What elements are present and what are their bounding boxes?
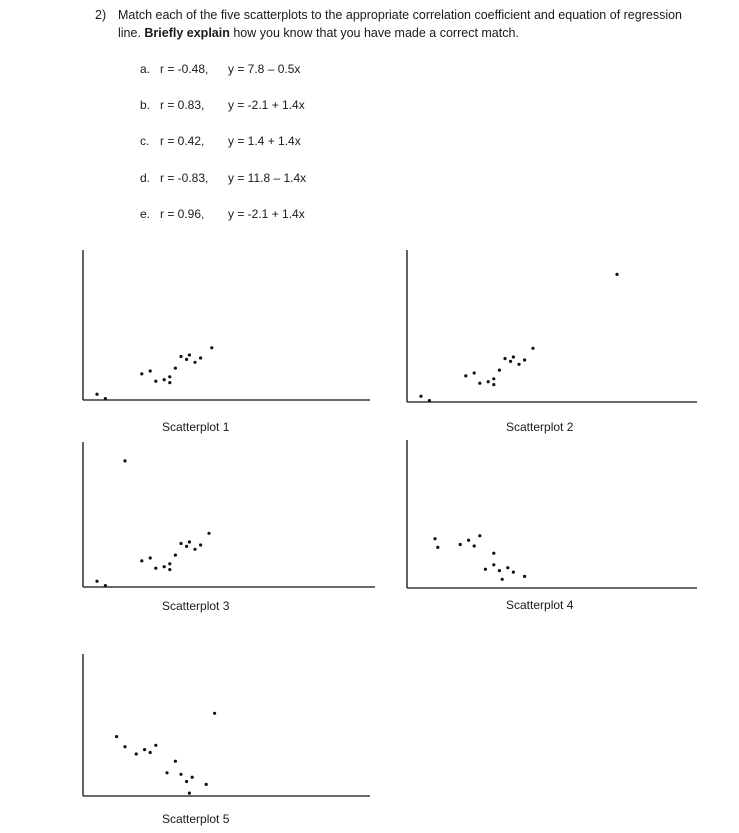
data-point	[523, 575, 526, 578]
data-point	[185, 358, 188, 361]
scatterplot-1-chart	[80, 250, 370, 405]
data-point	[185, 780, 188, 783]
data-point	[193, 361, 196, 364]
scatterplot-1	[80, 250, 370, 440]
data-point	[509, 360, 512, 363]
option-equation: y = 1.4 + 1.4x	[228, 134, 301, 148]
scatterplot-2	[404, 250, 704, 440]
data-point	[188, 353, 191, 356]
data-point	[199, 543, 202, 546]
data-point	[433, 537, 436, 540]
data-point	[473, 371, 476, 374]
data-point	[168, 375, 171, 378]
data-points	[419, 273, 618, 402]
option-correlation: r = 0.42,	[160, 134, 205, 148]
data-point	[188, 540, 191, 543]
scatterplot-3-chart	[80, 440, 380, 590]
data-point	[140, 559, 143, 562]
data-point	[104, 397, 107, 400]
data-point	[154, 744, 157, 747]
data-point	[428, 399, 431, 402]
data-point	[615, 273, 618, 276]
data-point	[179, 355, 182, 358]
data-point	[168, 568, 171, 571]
data-point	[123, 745, 126, 748]
option-letter: a.	[140, 62, 151, 76]
data-point	[501, 578, 504, 581]
question-text-end: how you know that you have made a correct match.	[229, 26, 519, 40]
option-equation: y = -2.1 + 1.4x	[228, 207, 305, 221]
data-point	[149, 556, 152, 559]
data-point	[210, 346, 213, 349]
option-correlation: r = -0.48,	[160, 62, 209, 76]
data-point	[154, 567, 157, 570]
data-point	[498, 569, 501, 572]
option-letter: d.	[140, 171, 151, 185]
data-point	[478, 382, 481, 385]
data-point	[517, 363, 520, 366]
data-points	[115, 712, 216, 795]
data-point	[464, 374, 467, 377]
data-point	[199, 356, 202, 359]
question-text	[118, 6, 708, 42]
option-equation: y = 11.8 – 1.4x	[228, 171, 307, 185]
scatterplot-3-caption: Scatterplot 3	[162, 599, 230, 613]
data-point	[163, 565, 166, 568]
scatterplot-5-caption: Scatterplot 5	[162, 812, 230, 826]
data-point	[523, 358, 526, 361]
question-text-start: Match each of the five scatterplots to the appropriate correlation coefficient and equation of regression line.	[118, 8, 682, 40]
data-point	[473, 544, 476, 547]
scatterplot-4	[404, 440, 704, 615]
scatterplot-3	[80, 440, 380, 615]
data-point	[193, 548, 196, 551]
scatterplot-4-caption: Scatterplot 4	[506, 598, 574, 612]
option-equation: y = 7.8 – 0.5x	[228, 62, 301, 76]
data-point	[95, 580, 98, 583]
data-point	[484, 568, 487, 571]
data-point	[207, 532, 210, 535]
scatterplot-2-chart	[404, 250, 704, 410]
data-point	[419, 395, 422, 398]
data-point	[140, 372, 143, 375]
option-equation: y = -2.1 + 1.4x	[228, 98, 305, 112]
data-points	[95, 346, 213, 400]
option-correlation: r = 0.96,	[160, 207, 205, 221]
data-points	[95, 459, 210, 587]
scatterplot-5-chart	[80, 650, 380, 800]
data-point	[503, 357, 506, 360]
data-point	[487, 380, 490, 383]
option-correlation: r = -0.83,	[160, 171, 209, 185]
question-bold-instruction: Briefly explain	[144, 26, 230, 40]
scatterplot-5	[80, 650, 380, 830]
data-point	[506, 566, 509, 569]
scatterplot-1-caption: Scatterplot 1	[162, 420, 230, 434]
data-point	[531, 347, 534, 350]
data-point	[179, 773, 182, 776]
data-point	[498, 369, 501, 372]
data-point	[149, 369, 152, 372]
data-point	[492, 377, 495, 380]
data-point	[174, 760, 177, 763]
data-point	[512, 355, 515, 358]
data-point	[143, 748, 146, 751]
data-point	[163, 378, 166, 381]
data-point	[154, 380, 157, 383]
data-point	[123, 459, 126, 462]
data-point	[492, 552, 495, 555]
data-point	[492, 383, 495, 386]
question-number: 2)	[95, 8, 107, 22]
option-letter: b.	[140, 98, 151, 112]
data-points	[433, 534, 526, 581]
option-letter: c.	[140, 134, 150, 148]
data-point	[115, 735, 118, 738]
data-point	[149, 751, 152, 754]
data-point	[459, 543, 462, 546]
scatterplot-4-chart	[404, 440, 704, 590]
data-point	[95, 393, 98, 396]
data-point	[165, 771, 168, 774]
data-point	[188, 792, 191, 795]
option-correlation: r = 0.83,	[160, 98, 205, 112]
data-point	[191, 776, 194, 779]
data-point	[478, 534, 481, 537]
data-point	[179, 542, 182, 545]
data-point	[467, 539, 470, 542]
data-point	[104, 584, 107, 587]
data-point	[205, 783, 208, 786]
data-point	[213, 712, 216, 715]
data-point	[512, 571, 515, 574]
data-point	[185, 545, 188, 548]
data-point	[436, 546, 439, 549]
data-point	[174, 554, 177, 557]
scatterplot-2-caption: Scatterplot 2	[506, 420, 574, 434]
data-point	[168, 562, 171, 565]
data-point	[174, 367, 177, 370]
data-point	[492, 563, 495, 566]
option-letter: e.	[140, 207, 151, 221]
data-point	[135, 752, 138, 755]
data-point	[168, 381, 171, 384]
